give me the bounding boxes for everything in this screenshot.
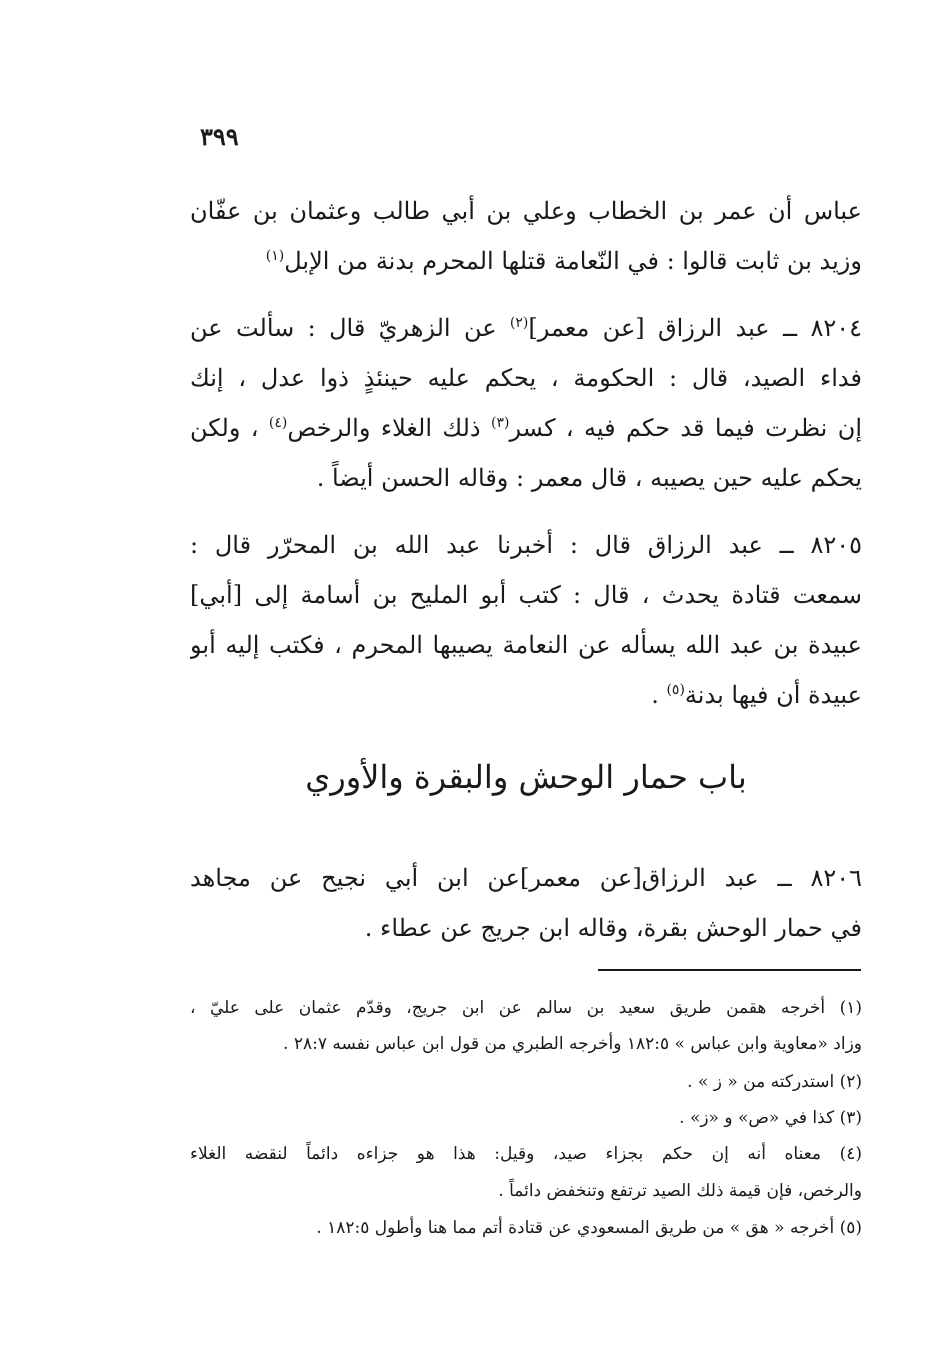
page-number: ٣٩٩: [200, 122, 239, 151]
text-line: عبيدة أن فيها بدنة$^{(٥)}$ .: [651, 681, 862, 709]
footnote-marker: (٢): [509, 315, 529, 331]
chapter-title: باب حمار الوحش والبقرة والأوري: [305, 758, 747, 796]
footnote-line: (١) أخرجه هقمن طريق سعيد بن سالم عن ابن جريج، وقدّم عثمان على عليّ ،: [190, 998, 862, 1018]
footnote-line: وزاد «معاوية وابن عباس » ١٨٢:٥ وأخرجه الطبري من قول ابن عباس نفسه ٢٨:٧ .: [283, 1034, 862, 1054]
footnote-line: والرخص، فإن قيمة ذلك الصيد ترتفع وتنخفض دائماً .: [498, 1181, 862, 1201]
text-line: وزيد بن ثابت قالوا : في النّعامة قتلها المحرم بدنة من الإبل$^{(١)}$: [265, 247, 862, 275]
footnote-line: (٣) كذا في «ص» و «ز» .: [679, 1108, 862, 1128]
text-line: ٨٢٠٤ ــ عبد الرزاق [عن معمر]$^{(٢)}$ عن الزهريّ قال : سألت عن: [190, 314, 862, 342]
footnote-line: (٢) استدركته من « ز » .: [687, 1072, 862, 1092]
text-line: فداء الصيد، قال : الحكومة ، يحكم عليه حينئذٍ ذوا عدل ، إنك: [190, 364, 862, 392]
footnote-line: (٥) أخرجه « هق » من طريق المسعودي عن قتادة أتم مما هنا وأطول ١٨٢:٥ .: [316, 1218, 862, 1238]
text-line: في حمار الوحش بقرة، وقاله ابن جريج عن عطاء .: [364, 914, 862, 942]
footnote-line: (٤) معناه أنه إن حكم بجزاء صيد، وقيل: هذا هو جزاءه دائماً لنقضه الغلاء: [190, 1144, 862, 1164]
footnote-marker: (٣): [490, 415, 510, 431]
text-line: عباس أن عمر بن الخطاب وعلي بن أبي طالب وعثمان بن عفّان: [190, 197, 862, 225]
text-line: ٨٢٠٦ ــ عبد الرزاق[عن معمر]عن ابن أبي نجيح عن مجاهد: [190, 864, 862, 892]
text-line: عبيدة بن عبد الله يسأله عن النعامة يصيبها المحرم ، فكتب إليه أبو: [190, 631, 862, 659]
footnote-marker: (٥): [666, 682, 685, 698]
text-line: سمعت قتادة يحدث ، قال : كتب أبو المليح بن أسامة إلى [أبي]: [190, 581, 862, 609]
text-line: ٨٢٠٥ ــ عبد الرزاق قال : أخبرنا عبد الله بن المحرّر قال :: [190, 531, 862, 559]
footnote-separator: [598, 969, 861, 971]
text-line: إن نظرت فيما قد حكم فيه ، كسر$^{(٣)}$ ذلك الغلاء والرخص$^{(٤)}$ ، ولكن: [190, 414, 862, 442]
text-line: يحكم عليه حين يصيبه ، قال معمر : وقاله الحسن أيضاً .: [316, 464, 862, 492]
footnote-marker: (١): [265, 248, 285, 264]
footnote-marker: (٤): [268, 415, 288, 431]
